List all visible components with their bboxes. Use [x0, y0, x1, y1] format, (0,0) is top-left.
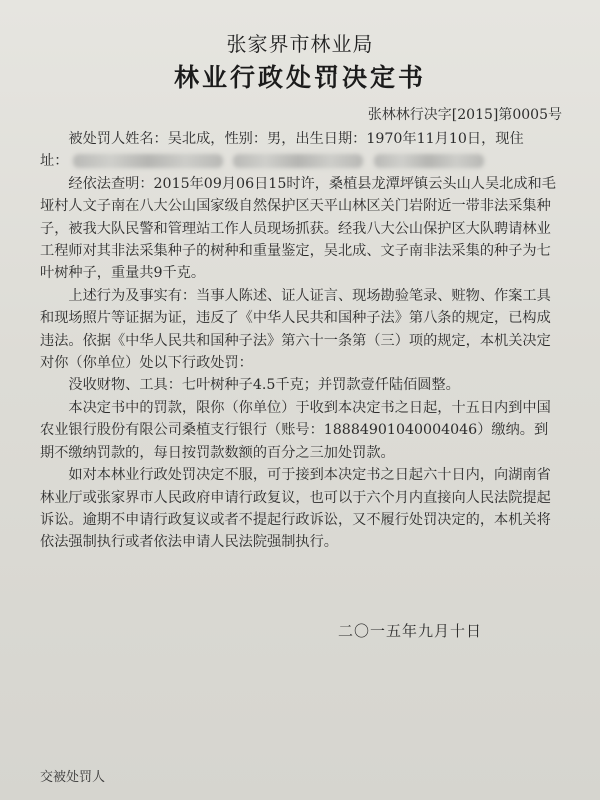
penalty-paragraph: 没收财物、工具：七叶树种子4.5千克；并罚款壹仟陆佰圆整。	[68, 377, 460, 394]
appeal-paragraph: 如对本林业行政处罚决定不服，可于接到本决定书之日起六十日内，向湖南省林业厅或张家界市人民政府申请行政复议，也可以于六个月内直接向人民法院提起诉讼。逾期不申请行政复议或者不提起行政诉讼，又不履行处罚决定的，本机关将依法强制执行或者依法申请人民法院强制执行。	[40, 467, 551, 551]
redacted-address	[73, 154, 223, 168]
document-date: 二〇一五年九月十日	[338, 622, 483, 640]
document-number: 张林林行决字[2015]第0005号	[367, 107, 562, 123]
party-address-line	[40, 150, 560, 172]
address-label: 址：	[40, 153, 69, 170]
redacted-address-2	[233, 154, 363, 168]
document-title: 林业行政处罚决定书	[173, 63, 426, 92]
delivery-note: 交被处罚人	[40, 770, 106, 785]
investigation-paragraph: 经依法查明：2015年09月06日15时许，桑植县龙潭坪镇云头山人吴北成和毛垭村人文子南在八大公山国家级自然保护区天平山林区关门岩附近一带非法采集种子，被我大队民警和管理站工作人员现场抓获。经我八大公山保护区大队聘请林业工程师对其非法采集种子的树种和重量鉴定，吴北成、文子南非法采集的种子为七叶树种子，重量共9千克。	[40, 175, 556, 282]
payment-paragraph: 本决定书中的罚款，限你（你单位）于收到本决定书之日起，十五日内到中国农业银行股份有限公司桑植支行银行（账号：18884901040004046）缴纳。到期不缴纳罚款的，每日按罚款数额的百分之三加处罚款。	[40, 399, 551, 461]
issuing-authority: 张家界市林业局	[226, 32, 374, 56]
redacted-address-3	[374, 154, 484, 168]
party-info-line	[40, 128, 560, 150]
document-body	[40, 128, 560, 554]
party-info-text: 被处罚人姓名：吴北成，性别：男，出生日期：1970年11月10日，现住	[68, 131, 524, 147]
violation-paragraph: 上述行为及事实有：当事人陈述、证人证言、现场勘验笔录、赃物、作案工具和现场照片等证据为证，违反了《中华人民共和国种子法》第八条的规定，已构成违法。依据《中华人民共和国种子法》第六十一条第（三）项的规定，本机关决定对你（你单位）处以下行政处罚：	[40, 287, 551, 372]
